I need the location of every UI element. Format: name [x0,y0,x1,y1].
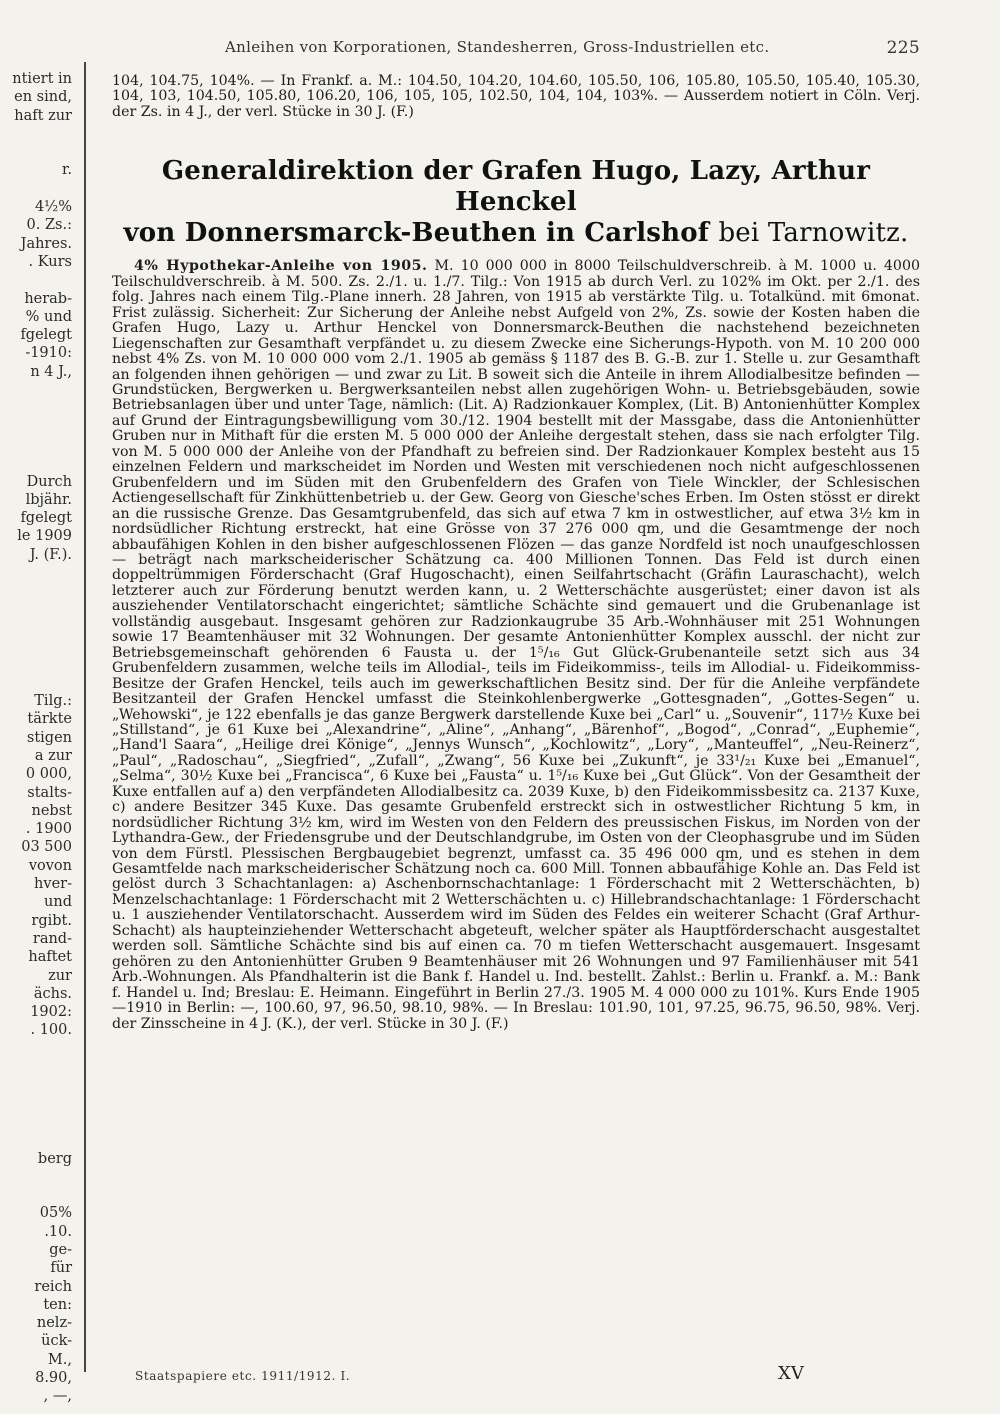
left-column-line: . 100. [30,1022,72,1039]
left-column-line [0,1186,72,1204]
left-column-line [0,399,72,417]
left-column-line [0,582,72,600]
left-column-line: 05% [39,1205,72,1222]
left-column-line: für [50,1260,72,1277]
left-column-line [0,619,72,637]
left-column-line: ück- [41,1333,72,1350]
column-divider [84,62,86,1372]
left-column-line [0,564,72,582]
left-column-line [0,1095,72,1113]
left-column-line: ge- [49,1242,72,1258]
left-column-line: ächs. [33,985,72,1002]
left-column-line: r. [62,162,72,179]
left-column-line: fgelegt [20,510,72,527]
left-column-line: rand- [32,930,72,947]
left-column-line [0,674,72,692]
left-column-line: hver- [34,876,72,893]
left-column-line: 4½% [34,199,72,216]
left-column-line: , —, [43,1388,72,1405]
left-column-line: 0. Zs.: [26,217,72,234]
entry-heading [112,156,920,249]
left-column-line: berg [37,1150,72,1167]
left-column-line: vovon [28,857,72,874]
left-column-line [0,180,72,198]
header-title: Anleihen von Korporationen, Standesherren, Gross-Industriellen etc. [225,38,770,56]
footer-sheet-number: XV [778,1363,804,1384]
left-column-line: Tilg.: [34,693,72,710]
left-column-line: ten: [43,1296,72,1313]
left-column-line [0,1076,72,1094]
left-column-line: nebst [31,802,72,819]
left-column-line [0,1131,72,1149]
left-column-line [0,271,72,289]
left-column-line: en sind, [14,89,72,106]
left-column-line: a zur [34,747,72,764]
left-column-line: stalts- [27,784,72,801]
left-column-line: 1902: [30,1004,72,1021]
left-column-line: rgibt. [31,912,72,929]
left-column-line: .10. [44,1223,72,1240]
left-column-line: und [44,894,72,911]
left-column-line [0,601,72,619]
heading-line-2 [112,218,920,249]
entry-body [112,259,920,1032]
left-column-line: ntiert in [12,71,72,87]
left-column-line: M., [47,1351,72,1368]
left-column-line: stigen [26,729,72,746]
left-column-line [0,656,72,674]
left-column-line: % und [25,308,72,325]
left-column-line: haft zur [14,107,72,124]
left-column-line: . 1900 [25,821,72,838]
left-column-line: herab- [24,290,72,307]
left-column-line [0,1040,72,1058]
left-column-line: lbjähr. [25,491,72,508]
left-column-line: tärkte [27,711,72,728]
left-column-line [0,454,72,472]
left-column-line [0,418,72,436]
left-column-line [0,125,72,143]
left-column-line: Durch [26,473,72,490]
left-column-line [0,1113,72,1131]
main-column [112,74,920,1032]
left-column-line [0,637,72,655]
left-column-line: haftet [28,949,72,966]
entry-lead: 4% Hypothekar-Anleihe von 1905. [134,258,428,275]
left-column-line [0,1058,72,1076]
entry-text: M. 10 000 000 in 8000 Teilschuldverschreib. à M. 1000 u. 4000 Teilschuldverschreib. à M. 500. Zs. 2./1. u. 1./7. Tilg.: Von 1915 ab durch Verl. zu 102% im Okt. per 2./1. des folg. Jahres nach einem Tilg.-Plane innerh. 28 Jahren, von 1915 ab verstärkte Tilg. u. Totalkünd. mit 6monat. Frist zulässig. Sicherheit: Zur Sicherung der Anleihe nebst Aufgeld von 2%, Zs. sowie der Kosten haben die Grafen Hugo, Lazy u. Arthur Henckel von Donnersmarck-Beuthen die nachstehend bezeichneten Liegenschaften zur Gesamthaft verpfändet u. zu diesem Zwecke eine Sicherungs-Hypoth. von M. 10 200 000 nebst 4% Zs. von M. 10 000 000 vom 2./1. 1905 ab gemäss § 1187 des B. G.-B. zur 1. Stelle u. zur Gesamthaft an folgenden ihnen gehörigen — und zwar zu Lit. B soweit sich die Anteile in ihrem Allodialbesitze befinden — Grundstücken, Bergwerken u. Bergwerksanteilen nebst allen zugehörigen Wohn- u. Betriebsgebäuden, sowie Betriebsanlagen über und unter Tage, nämlich: (Lit. A) Radzionkauer Komplex, (Lit. B) Antonienhütter Komplex auf Grund der Eintragungsbewilligung vom 30./12. 1904 bestellt mit der Massgabe, dass die Antonienhütter Gruben nur in Mithaft für die ersten M. 5 000 000 der Anleihe dergestalt stehen, dass sie nach erfolgter Tilg. von M. 5 000 000 der Anleihe von der Pfandhaft zu befreien sind. Der Radzionkauer Komplex besteht aus 15 einzelnen Feldern und markscheidet im Norden und Westen mit verschiedenen noch nicht aufgeschlossenen Grubenfeldern und im Süden mit den Grubenfeldern des Grafen von Tiele Winckler, der Schlesischen Actiengesellschaft für Zinkhüttenbetrieb u. der Gew. Georg von Giesche'sches Erben. Im Osten stösst er direkt an die russische Grenze. Das Gesamtgrubenfeld, das sich auf etwa 7 km in ostwestlicher, auf etwa 3½ km in nordsüdlicher Richtung erstreckt, hat eine Grösse von 37 276 000 qm, und die Gesamtmenge der noch abbaufähigen Kohlen in den bisher aufgeschlossenen Flözen — das ganze Nordfeld ist noch unaufgeschlossen — beträgt nach markscheiderischer Schätzung ca. 400 Millionen Tonnen. Das Feld ist durch einen doppeltrümmigen Förderschacht (Graf Hugoschacht), einen Seilfahrtschacht (Gräfin Lauraschacht), welch letzterer auch zur Förderung benutzt werden kann, u. 2 Wetterschächte ausgerüstet; einer davon ist als ausziehender Ventilatorschacht eingerichtet; sämtliche Schächte sind gemauert und die Grubenanlage ist vollständig ausgebaut. Insgesamt gehören zur Radzionkaugrube 35 Arb.-Wohnhäuser mit 251 Wohnungen sowie 17 Beamtenhäuser mit 32 Wohnungen. Der gesamte Antonienhütter Komplex ausschl. der nicht zur Betriebsgemeinschaft gehörenden 6 Fausta u. der 1⁵/₁₆ Gut Glück-Grubenanteile setzt sich aus 34 Grubenfeldern zusammen, welche teils im Allodial-, teils im Fideikommiss-, teils im Allodial- u. Fideikommiss-Besitze der Grafen Henckel, teils auch im gewerkschaftlichen Besitz sind. Der für die Anleihe verpfändete Besitzanteil der Grafen Henckel umfasst die Steinkohlenbergwerke „Gottesgnaden“, „Gottes-Segen“ u. „Wehowski“, je 122 ebenfalls je das ganze Bergwerk darstellende Kuxe bei „Carl“ u. „Souvenir“, 117½ Kuxe bei „Stillstand“, je 61 Kuxe bei „Alexandrine“, „Aline“, „Anhang“, „Bärenhof“, „Bogod“, „Conrad“, „Euphemie“, „Hand'l Saara“, „Heilige drei Könige“, „Jennys Wunsch“, „Kochlowitz“, „Lory“, „Manteuffel“, „Neu-Reinerz“, „Paul“, „Radoschau“, „Siegfried“, „Zufall“, „Zwang“, 56 Kuxe bei „Zukunft“, je 33¹/₂₁ Kuxe bei „Emanuel“, „Selma“, 30½ Kuxe bei „Francisca“, 6 Kuxe bei „Fausta“ u. 1⁵/₁₆ Kuxe bei „Gut Glück“. Von der Gesamtheit der Kuxe entfallen auf a) den verpfändeten Allodialbesitz ca. 2039 Kuxe, b) den Fideikommissbesitz ca. 2137 Kuxe, c) andere Besitzer 345 Kuxe. Das gesamte Grubenfeld erstreckt sich in ostwestlicher Richtung 5 km, in nordsüdlicher Richtung 3½ km, wird im Westen von den Feldern des preussischen Fiskus, im Norden von der Lythandra-Gew., der Friedensgrube und der Deutschlandgrube, im Osten von der Cleophasgrube und im Süden von dem Fürstl. Plessischen Bergbaugebiet begrenzt, umfasst ca. 35 496 000 qm, und es stehen in dem Gesamtfelde nach markscheiderischer Schätzung noch ca. 600 Mill. Tonnen abbaufähige Kohle an. Das Feld ist gelöst durch 3 Schachtanlagen: a) Aschenbornschachtanlage: 1 Förderschacht mit 2 Wetterschächten, b) Menzelschachtanlage: 1 Förderschacht mit 2 Wetterschächten u. c) Hillebrandschachtanlage: 1 Förderschacht u. 1 ausziehender Ventilatorschacht. Ausserdem wird im Süden des Feldes ein weiterer Schacht (Graf Arthur-Schacht) als haupteinziehender Wetterschacht abgeteuft, welcher später als Hauptförderschacht ausgestaltet werden soll. Sämtliche Schächte sind bis auf einen ca. 70 m tiefen Wetterschacht ausgemauert. Insgesamt gehören zu den Antonienhütter Gruben 9 Beamtenhäuser mit 26 Wohnungen und 97 Familienhäuser mit 541 Arb.-Wohnungen. Als Pfandhalterin ist die Bank f. Handel u. Ind. bestellt. Zahlst.: Berlin u. Frankf. a. M.: Bank f. Handel u. Ind; Breslau: E. Heimann. Eingeführt in Berlin 27./3. 1905 M. 4 000 000 zu 101%. Kurs Ende 1905—1910 in Berlin: —, 100.60, 97, 96.50, 98.10, 98%. — In Breslau: 101.90, 101, 97.25, 96.75, 96.50, 98%. Verj. der Zinsscheine in 4 J. (K.), der verl. Stücke in 30 J. (F.) [112,258,921,1032]
left-column-line: nelz- [36,1315,72,1332]
left-column-line: fgelegt [20,327,72,344]
left-column-line: J. (F.). [29,546,72,563]
left-column-line: 0 000, [25,766,72,783]
left-column-line: Jahres. [20,235,72,252]
left-column-line: le 1909 [17,528,72,545]
left-column-line: reich [34,1278,72,1295]
running-header [120,38,920,62]
footer-signature: Staatspapiere etc. 1911/1912. I. [135,1369,351,1383]
left-column-line: zur [48,967,72,984]
left-column-fragment [0,70,72,1405]
left-column-line [0,381,72,399]
left-column-line: n 4 J., [30,363,72,380]
previous-entry-continuation: 104, 104.75, 104%. — In Frankf. a. M.: 104.50, 104.20, 104.60, 105.50, 106, 105.80, 105.50, 105.40, 105.30, 104, 103, 104.50, 105.80, 106.20, 106, 105, 105, 102.50, 104, 104, 103%. — Ausserdem notiert in Cöln. Verj. der Zs. in 4 J., der verl. Stücke in 30 J. (F.) [112,73,920,120]
page-number: 225 [886,38,920,58]
left-column-line: . Kurs [28,253,72,270]
left-column-line: -1910: [25,345,72,362]
left-column-line [0,143,72,161]
heading-line-2-thin: bei Tarnowitz. [718,218,909,249]
left-column-line [0,1168,72,1186]
left-column-line [0,436,72,454]
heading-line-2-main: von Donnersmarck-Beuthen in Carlshof [123,218,710,249]
left-column-line: 8.90, [35,1370,72,1387]
heading-line-1: Generaldirektion der Grafen Hugo, Lazy, Arthur Henckel [161,156,871,218]
left-column-line: 03 500 [21,839,72,856]
